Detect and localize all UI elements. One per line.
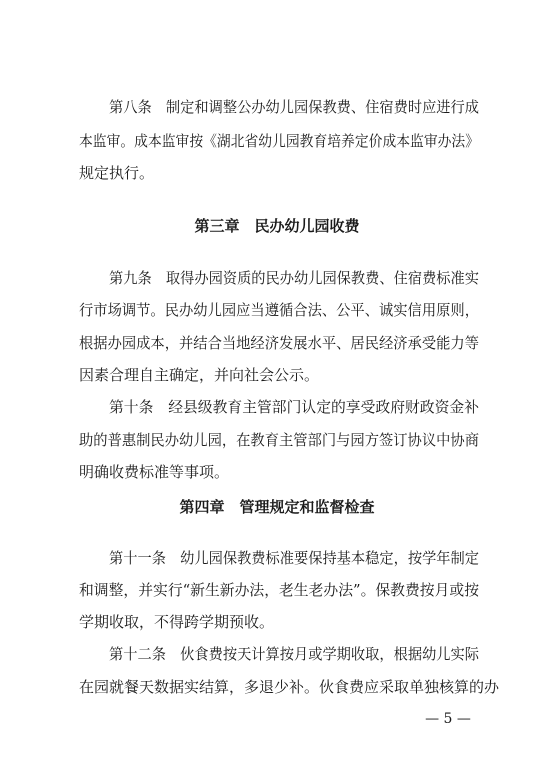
article-9-line-2: 行市场调节。民办幼儿园应当遵循合法、公平、诚实信用原则， [79, 301, 479, 319]
article-8-line-2: 本监审。成本监审按《湖北省幼儿园教育培养定价成本监审办法》 [79, 132, 479, 150]
article-12-line-1: 第十二条 伙食费按天计算按月或学期收取，根据幼儿实际 [109, 645, 479, 663]
article-9-line-1: 第九条 取得办园资质的民办幼儿园保教费、住宿费标准实 [109, 269, 479, 287]
article-8-line-1: 第八条 制定和调整公办幼儿园保教费、住宿费时应进行成 [109, 98, 479, 116]
article-11-line-2: 和调整，并实行“新生新办法，老生老办法”。保教费按月或按 [79, 581, 479, 599]
article-9-line-4: 因素合理自主确定，并向社会公示。 [79, 366, 320, 384]
article-10-line-1: 第十条 经县级教育主管部门认定的享受政府财政资金补 [109, 398, 479, 416]
article-10-line-2: 助的普惠制民办幼儿园，在教育主管部门与园方签订协议中协商 [79, 431, 479, 449]
chapter-3-heading: 第三章 民办幼儿园收费 [194, 217, 360, 235]
article-12-line-2: 在园就餐天数据实结算，多退少补。伙食费应采取单独核算的办 [79, 678, 500, 696]
article-10-line-3: 明确收费标准等事项。 [79, 463, 230, 481]
article-9-line-3: 根据办园成本，并结合当地经济发展水平、居民经济承受能力等 [79, 334, 479, 352]
article-8-line-3: 规定执行。 [79, 164, 155, 182]
article-11-line-1: 第十一条 幼儿园保教费标准要保持基本稳定，按学年制定 [109, 549, 479, 567]
chapter-4-heading: 第四章 管理规定和监督检查 [179, 498, 375, 516]
page-number: — 5 — [425, 711, 471, 727]
article-11-line-3: 学期收取，不得跨学期预收。 [79, 613, 275, 631]
